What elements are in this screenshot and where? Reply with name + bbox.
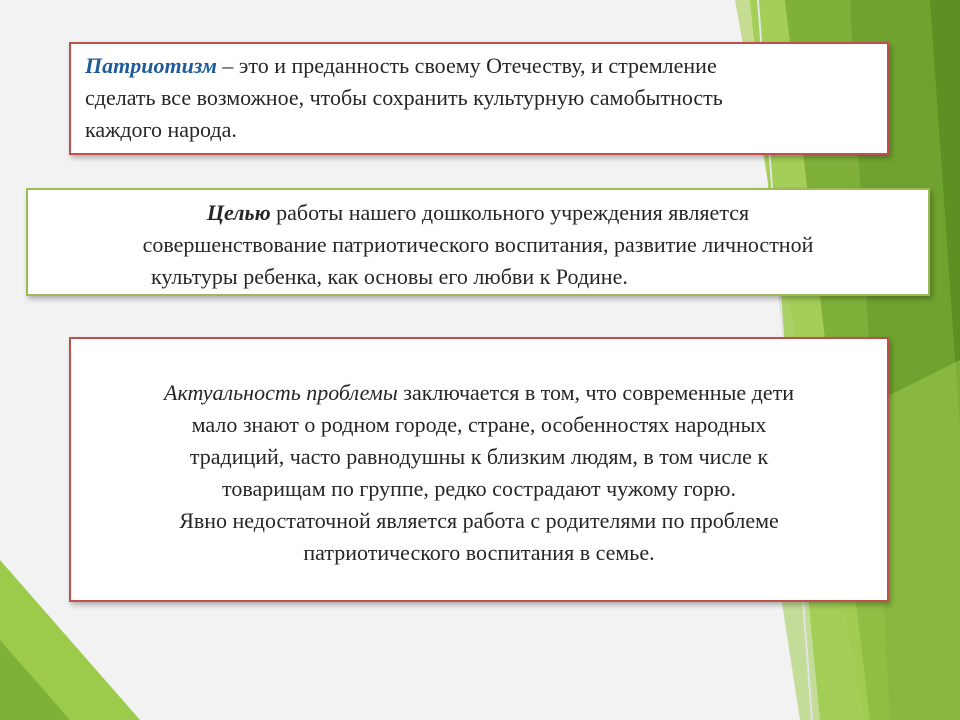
goal-line-1 xyxy=(38,197,918,229)
goal-text-1: работы нашего дошкольного учреждения является xyxy=(270,200,750,225)
goal-box xyxy=(26,188,930,296)
goal-line-3: культуры ребенка, как основы его любви к Родине. xyxy=(151,264,628,289)
relevance-line-4: товарищам по группе, редко сострадают чужому горю. xyxy=(222,476,736,501)
relevance-box xyxy=(69,337,889,602)
relevance-line-1 xyxy=(85,377,873,409)
relevance-line-2: мало знают о родном городе, стране, особенностях народных xyxy=(191,412,767,437)
relevance-line-6: патриотического воспитания в семье. xyxy=(303,540,655,565)
relevance-line-3: традиций, часто равнодушны к близким людям, в том числе к xyxy=(189,444,769,469)
definition-line-1 xyxy=(85,50,873,82)
relevance-line-5: Явно недостаточной является работа с родителями по проблеме xyxy=(179,508,779,533)
definition-line-2: сделать все возможное, чтобы сохранить культурную самобытность xyxy=(85,85,723,110)
definition-term: Патриотизм xyxy=(85,53,217,78)
goal-term: Целью xyxy=(206,200,271,225)
relevance-term: Актуальность проблемы xyxy=(164,380,398,405)
definition-text-1: – это и преданность своему Отечеству, и стремление xyxy=(216,53,717,78)
relevance-text-1: заключается в том, что современные дети xyxy=(397,380,794,405)
definition-box xyxy=(69,42,889,155)
goal-line-2: совершенствование патриотического воспитания, развитие личностной xyxy=(142,232,814,257)
definition-line-3: каждого народа. xyxy=(85,117,237,142)
